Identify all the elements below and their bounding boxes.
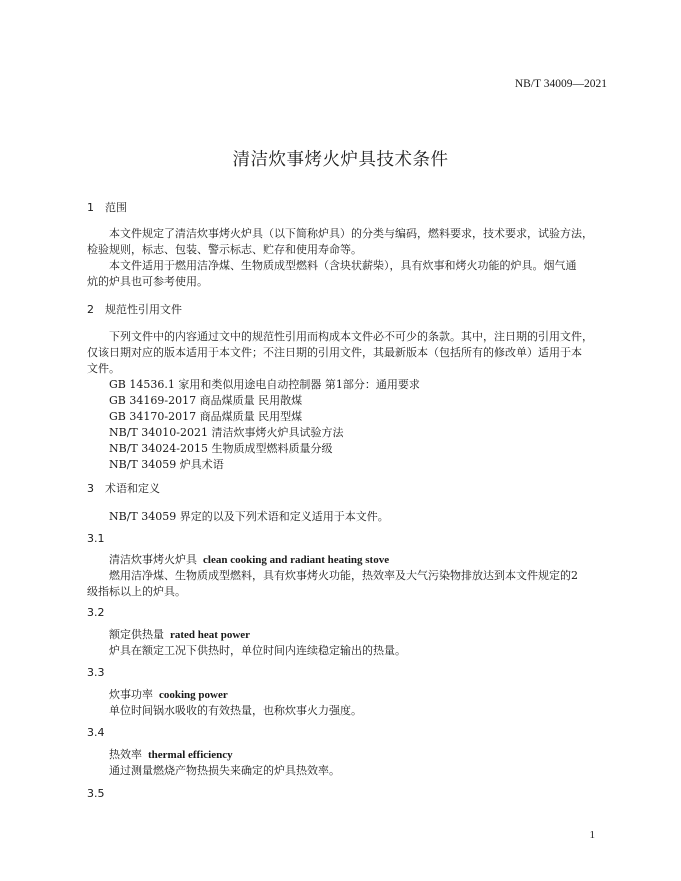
paragraph-line: 本文件规定了清洁炊事烤火炉具（以下简称炉具）的分类与编码，燃料要求，技术要求，试验方法， xyxy=(109,227,593,240)
term-definition: 单位时间锅水吸收的有效热量，也称炊事火力强度。 xyxy=(109,704,362,717)
reference-item: NB/T 34010-2021 清洁炊事烤火炉具试验方法 xyxy=(109,426,344,439)
section-3-intro: NB/T 34059 界定的以及下列术语和定义适用于本文件。 xyxy=(109,510,389,523)
document-title: 清洁炊事烤火炉具技术条件 xyxy=(232,150,449,170)
paragraph-line: 仅该日期对应的版本适用于本文件；不注日期的引用文件，其最新版本（包括所有的修改单）适用于本 xyxy=(87,346,582,359)
section-number: 2 xyxy=(87,303,94,316)
clause-number: 3.3 xyxy=(87,666,105,679)
section-1-body xyxy=(87,226,607,290)
term-3-1 xyxy=(87,552,607,600)
term-en: thermal efficiency xyxy=(148,749,233,761)
page-number: 1 xyxy=(589,829,595,841)
term-definition: 炉具在额定工况下供热时，单位时间内连续稳定输出的热量。 xyxy=(109,644,406,657)
paragraph-line: 本文件适用于燃用洁净煤、生物质成型燃料（含块状薪柴），具有炊事和烤火功能的炉具。烟气通 xyxy=(109,259,577,272)
term-en: cooking power xyxy=(159,689,228,701)
term-3-4 xyxy=(87,747,607,779)
paragraph-line: 下列文件中的内容通过文中的规范性引用而构成本文件必不可少的条款。其中，注日期的引用文件， xyxy=(109,330,593,343)
section-title: 术语和定义 xyxy=(105,482,160,495)
standard-number: NB/T 34009—2021 xyxy=(514,78,607,90)
term-definition: 燃用洁净煤、生物质成型燃料，具有炊事烤火功能，热效率及大气污染物排放达到本文件规定的2 xyxy=(109,569,578,582)
term-cn: 额定供热量 xyxy=(109,628,164,641)
clause-number: 3.4 xyxy=(87,726,105,739)
section-number: 3 xyxy=(87,482,94,495)
term-3-2 xyxy=(87,627,607,659)
term-en: rated heat power xyxy=(170,629,251,641)
paragraph-line: 炕的炉具也可参考使用。 xyxy=(87,275,208,288)
clause-number: 3.2 xyxy=(87,606,105,619)
reference-item: GB 34169-2017 商品煤质量 民用散煤 xyxy=(109,394,303,407)
paragraph-line: 检验规则，标志、包装、警示标志、贮存和使用寿命等。 xyxy=(87,243,362,256)
term-cn: 清洁炊事烤火炉具 xyxy=(109,553,197,566)
paragraph-line: 文件。 xyxy=(87,362,120,375)
term-cn: 炊事功率 xyxy=(109,688,153,701)
reference-item: NB/T 34059 炉具术语 xyxy=(109,458,224,471)
term-3-3 xyxy=(87,687,607,719)
reference-item: GB 34170-2017 商品煤质量 民用型煤 xyxy=(109,410,303,423)
term-definition: 级指标以上的炉具。 xyxy=(87,585,186,598)
section-2-body xyxy=(87,329,607,473)
clause-number: 3.1 xyxy=(87,532,105,545)
section-2-heading xyxy=(87,302,607,318)
reference-item: NB/T 34024-2015 生物质成型燃料质量分级 xyxy=(109,442,333,455)
reference-item: GB 14536.1 家用和类似用途电自动控制器 第1部分：通用要求 xyxy=(109,378,420,391)
section-1-heading xyxy=(87,200,607,216)
section-title: 规范性引用文件 xyxy=(105,303,182,316)
term-title xyxy=(87,687,607,703)
term-title xyxy=(87,747,607,763)
clause-number: 3.5 xyxy=(87,787,105,800)
term-definition: 通过测量燃烧产物热损失来确定的炉具热效率。 xyxy=(109,764,340,777)
term-title xyxy=(87,552,607,568)
term-cn: 热效率 xyxy=(109,748,142,761)
section-number: 1 xyxy=(87,201,94,214)
section-title: 范围 xyxy=(105,201,127,214)
term-en: clean cooking and radiant heating stove xyxy=(203,554,390,566)
term-title xyxy=(87,627,607,643)
section-3-heading xyxy=(87,481,607,497)
